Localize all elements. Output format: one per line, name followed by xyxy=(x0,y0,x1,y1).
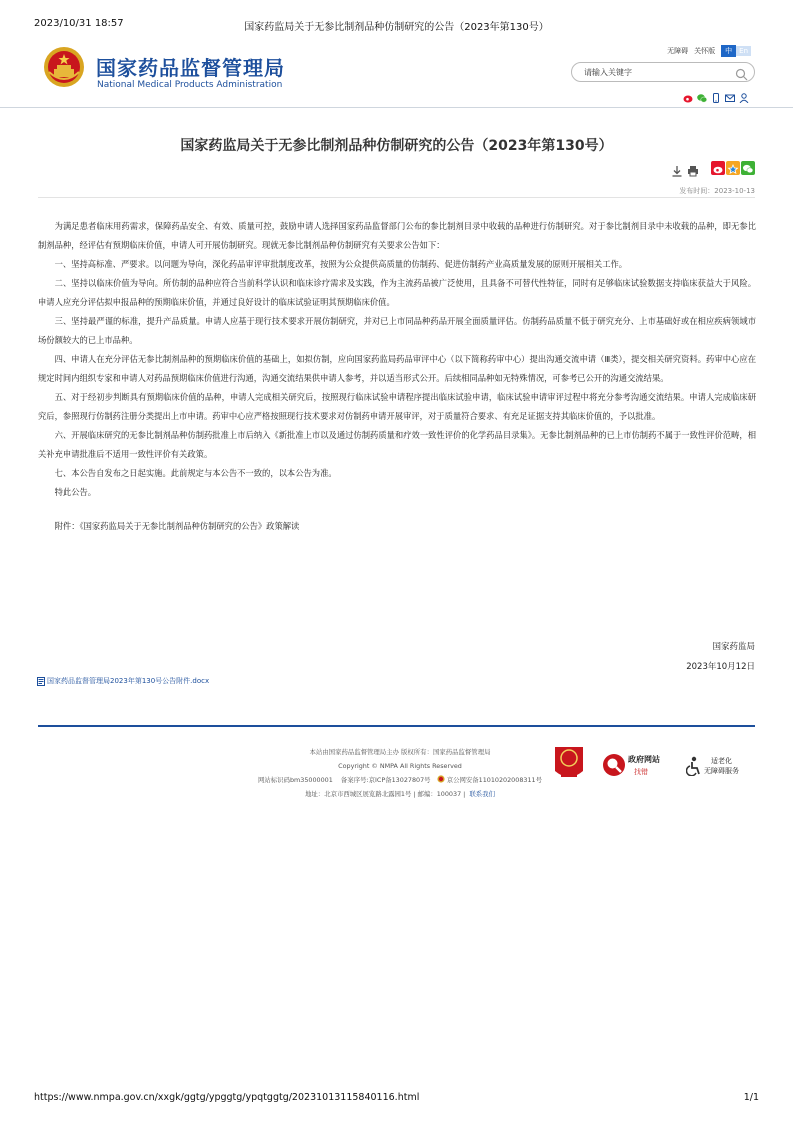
footer-address: 地址：北京市西城区展览路北露园1号 | 邮编：100037 | xyxy=(305,790,466,798)
footer-icp[interactable]: 备案序号:京ICP备13027807号 xyxy=(340,776,431,784)
attachment-file-name[interactable]: 国家药品监督管理局2023年第130号公告附件.docx xyxy=(47,677,210,685)
accessibility-link[interactable]: 无障碍 xyxy=(667,47,689,55)
mail-icon[interactable] xyxy=(725,88,735,98)
paragraph-closing: 特此公告。 xyxy=(54,487,97,497)
footer-sponsor: 本站由国家药品监督管理局主办 版权所有：国家药品监督管理局 xyxy=(309,748,491,756)
footer-site-id: 网站标识码bm35000001 xyxy=(258,776,333,784)
paragraph-5: 五、对于经初步判断具有预期临床价值的品种，申请人完成相关研究后，按照现行临床试验申请程序提出临床试验申请，临床试验申请审评过程中将充分参考沟通交流结果。申请人完成临床研究后，参照现行仿制药注册分类提出上市申请。药审中心应严格按照现行技术要求对仿制药申请开展审评，对于质量符合要求、有充足证据支持其临床价值的，予以批准。 xyxy=(38,392,756,421)
attachment-file-link[interactable] xyxy=(37,676,209,686)
site-name-cn[interactable]: 国家药品监督管理局 xyxy=(96,56,285,80)
party-organ-badge[interactable] xyxy=(553,745,585,783)
publish-date: 发布时间：2023-10-13 xyxy=(679,187,755,195)
attachment-note[interactable]: 附件：《国家药监局关于无参比制剂品种仿制研究的公告》政策解读 xyxy=(54,521,300,531)
search-icon[interactable] xyxy=(735,66,748,79)
share-weibo-icon[interactable] xyxy=(711,161,725,175)
download-icon[interactable] xyxy=(671,162,683,174)
article-body xyxy=(38,217,756,536)
print-footer xyxy=(34,1092,759,1106)
search-input[interactable] xyxy=(584,66,724,79)
footer-police[interactable]: 京公网安备11010202008311号 xyxy=(446,776,542,784)
print-icon[interactable] xyxy=(687,162,699,174)
gov-badge-line2: 找错 xyxy=(634,768,648,776)
paragraph-3: 三、坚持最严谨的标准，提升产品质量。申请人应基于现行技术要求开展仿制研究，并对已上市同品种药品开展全面质量评估。仿制药品质量不低于研究充分、上市基础好或在相应疾病领域市场份额较大的已上市品种。 xyxy=(38,316,756,345)
footer-address-row xyxy=(180,787,620,801)
share-wechat-icon[interactable] xyxy=(741,161,755,175)
footer-copyright: Copyright © NMPA All Rights Reserved xyxy=(338,762,462,770)
gov-site-error-badge[interactable] xyxy=(602,752,678,778)
police-badge-icon xyxy=(437,774,445,782)
share-qzone-icon[interactable] xyxy=(726,161,740,175)
access-badge-line2: 无障碍服务 xyxy=(704,767,739,775)
weibo-icon[interactable] xyxy=(683,88,693,98)
print-header xyxy=(34,18,759,32)
lang-zh-button[interactable]: 中 xyxy=(721,45,736,57)
signature-date: 2023年10月12日 xyxy=(686,662,755,672)
footer-divider xyxy=(38,725,755,727)
top-links xyxy=(667,44,751,58)
print-url: https://www.nmpa.gov.cn/xxgk/ggtg/ypggtg/ypqtggtg/20231013115840116.html xyxy=(34,1092,420,1103)
national-emblem-icon[interactable] xyxy=(43,46,85,88)
word-doc-icon xyxy=(37,677,45,686)
print-page-count: 1/1 xyxy=(743,1092,759,1103)
lang-en-button[interactable]: En xyxy=(736,46,751,56)
elderly-accessibility-badge[interactable] xyxy=(686,754,756,780)
article-tools xyxy=(671,160,755,176)
social-links xyxy=(683,87,749,99)
mobile-app-icon[interactable] xyxy=(711,88,721,98)
meta-divider xyxy=(38,197,755,198)
elderly-mode-link[interactable]: 关怀版 xyxy=(694,47,716,55)
print-title: 国家药监局关于无参比制剂品种仿制研究的公告（2023年第130号） xyxy=(244,22,549,33)
contact-us-link[interactable]: 联系我们 xyxy=(469,790,495,798)
paragraph-2: 二、坚持以临床价值为导向。所仿制的品种应符合当前科学认识和临床诊疗需求及实践，作为主流药品被广泛使用，且具备不可替代性特征，同时有足够临床试验数据支持临床获益大于风险。申请人应充分评估拟申报品种的预期临床价值，并通过良好设计的临床试验证明其预期临床价值。 xyxy=(38,278,756,307)
paragraph-1: 一、坚持高标准、严要求。以问题为导向，深化药品审评审批制度改革，按照为公众提供高质量的仿制药、促进仿制药产业高质量发展的原则开展相关工作。 xyxy=(54,259,628,269)
access-badge-line1: 适老化 xyxy=(711,757,732,765)
header-divider xyxy=(0,107,793,108)
user-icon[interactable] xyxy=(739,88,749,98)
print-timestamp: 2023/10/31 18:57 xyxy=(34,18,124,29)
paragraph-intro: 为满足患者临床用药需求，保障药品安全、有效、质量可控，鼓励申请人选择国家药品监督部门公布的参比制剂目录中收载的品种进行仿制研究。对于参比制剂目录中未收载的品种，即无参比制剂品种，经评估有预期临床价值，申请人可开展仿制研究。现就无参比制剂品种仿制研究有关要求公告如下： xyxy=(38,221,756,250)
article-title: 国家药监局关于无参比制剂品种仿制研究的公告（2023年第130号） xyxy=(180,138,613,154)
gov-badge-line1: 政府网站 xyxy=(628,755,660,764)
search-box[interactable] xyxy=(571,62,755,82)
paragraph-4: 四、申请人在充分评估无参比制剂品种的预期临床价值的基础上，如拟仿制，应向国家药监局药品审评中心（以下简称药审中心）提出沟通交流申请（Ⅲ类），提交相关研究资料。药审中心应在规定时间内组织专家和申请人对药品预期临床价值进行沟通，沟通交流结果供申请人参考，并以适当形式公开。后续相同品种如无特殊情况，可参考已公开的沟通交流结果。 xyxy=(38,354,756,383)
wechat-icon[interactable] xyxy=(697,88,707,98)
share-group xyxy=(711,161,755,175)
signature-org: 国家药监局 xyxy=(712,642,755,652)
paragraph-6: 六、开展临床研究的无参比制剂品种仿制药批准上市后纳入《新批准上市以及通过仿制药质量和疗效一致性评价的化学药品目录集》。无参比制剂品种的已上市仿制药不属于一致性评价范畴，相关补充申请批准后不适用一致性评价有关政策。 xyxy=(38,430,756,459)
site-name-en[interactable]: National Medical Products Administration xyxy=(97,80,283,90)
paragraph-7: 七、本公告自发布之日起实施。此前规定与本公告不一致的，以本公告为准。 xyxy=(54,468,337,478)
